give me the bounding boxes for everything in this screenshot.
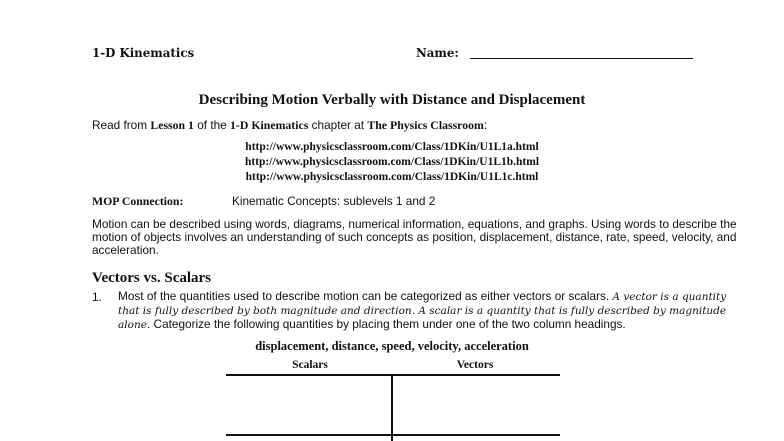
read-from-suffix: :	[483, 118, 488, 132]
name-input-line[interactable]	[470, 58, 693, 59]
url-link[interactable]: http://www.physicsclassroom.com/Class/1DKin/U1L1c.html	[245, 171, 539, 183]
url-link[interactable]: http://www.physicsclassroom.com/Class/1DKin/U1L1b.html	[244, 156, 540, 168]
read-from-prefix: Read from	[92, 118, 151, 132]
t-chart-top-rule	[226, 374, 560, 376]
read-from-mid2: chapter at	[308, 118, 368, 132]
t-chart-divider	[391, 374, 393, 441]
page-title: Describing Motion Verbally with Distance and Displacement	[198, 92, 586, 108]
t-chart-bottom-rule	[226, 434, 560, 436]
mop-value: Kinematic Concepts: sublevels 1 and 2	[232, 194, 436, 208]
question-text-end: Categorize the following quantities by placing them under one of the two column headings.	[150, 317, 626, 332]
read-from-line	[92, 118, 487, 133]
column-header-vectors: Vectors	[456, 359, 494, 371]
mop-label: MOP Connection:	[92, 194, 184, 208]
url-list	[0, 140, 784, 185]
quantities-list: displacement, distance, speed, velocity, acceleration	[255, 339, 529, 353]
lesson-name: Lesson 1	[150, 118, 194, 132]
vectors-answer-area[interactable]	[394, 377, 558, 433]
site-name: The Physics Classroom	[367, 118, 484, 132]
question-number: 1.	[92, 290, 102, 304]
question-definitions: A vector is a quantity that is fully described by both magnitude and direction. A scalar is a quantity that is fully described by magnitude alone.	[118, 291, 727, 332]
read-from-mid1: of the	[193, 118, 231, 132]
scalars-answer-area[interactable]	[228, 377, 390, 433]
question-text-start: Most of the quantities used to describe motion can be categorized as either vectors or scalars.	[118, 289, 613, 303]
question-text	[118, 290, 748, 333]
unit-label: 1-D Kinematics	[92, 46, 195, 60]
chapter-name: 1-D Kinematics	[230, 118, 309, 132]
name-label: Name:	[416, 46, 459, 60]
url-link[interactable]: http://www.physicsclassroom.com/Class/1DKin/U1L1a.html	[245, 141, 539, 153]
section-heading: Vectors vs. Scalars	[92, 270, 212, 286]
intro-paragraph: Motion can be described using words, diagrams, numerical information, equations, and graphs. Using words to describe the motion of objects involves an understanding of such concepts as position, displacement, distance, rate, speed, velocity, and acceleration.	[92, 217, 737, 258]
column-header-scalars: Scalars	[292, 359, 328, 371]
